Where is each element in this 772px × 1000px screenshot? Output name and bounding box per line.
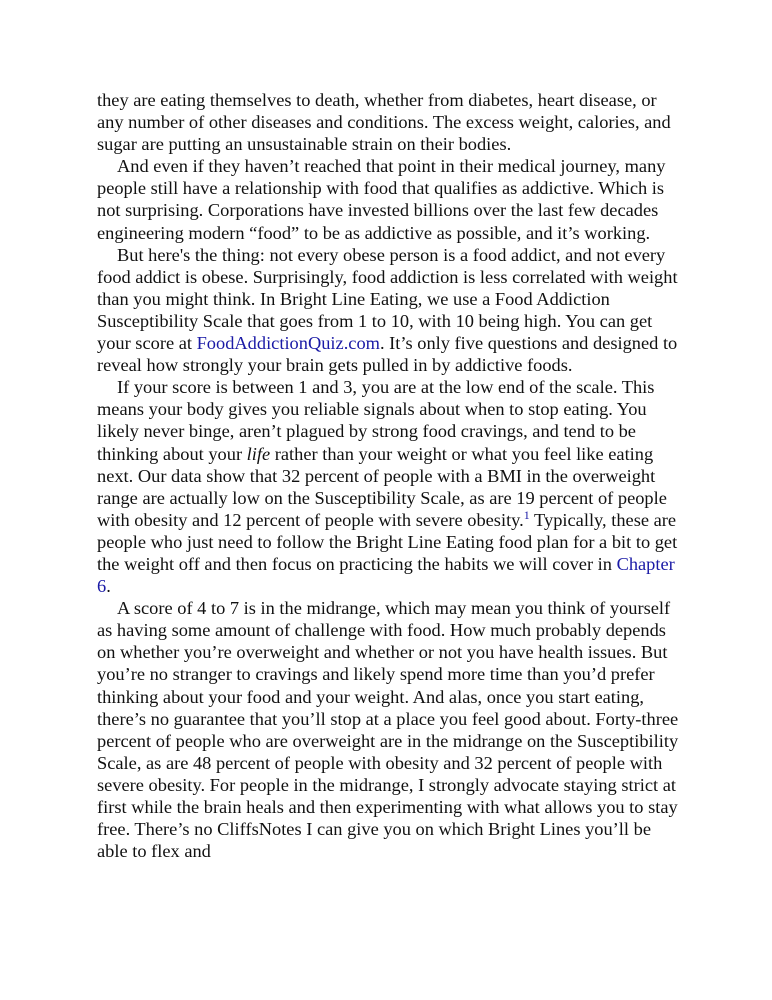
paragraph-5: A score of 4 to 7 is in the midrange, which may mean you think of yourself as having some amount of challenge with food. How much probably depends on whether you’re overweight and whether or not you have health issues. But you’re no stranger to cravings and likely spend more time than you’d prefer thinking about your food and your weight. And alas, once you start eating, there’s no guarantee that you’ll stop at a place you feel good about. Forty-three percent of people who are overweight are in the midrange on the Susceptibility Scale, as are 48 percent of people with obesity and 32 percent of people with severe obesity. For people in the midrange, I strongly advocate staying strict at first while the brain heals and then experimenting with what allows you to stay free. There’s no CliffsNotes I can give you on which Bright Lines you’ll be able to flex and (97, 598, 679, 862)
paragraph-4-text-a: If your score is between 1 and 3, you are at the low end of the scale. This means your body gives you reliable signals about when to stop eating. You likely never binge, aren’t plagued by strong food cravings, and tend to be thinking about your (97, 377, 655, 464)
paragraph-3-text-a: But here's the thing: not every obese person is a food addict, and not every food addict is obese. Surprisingly, food addiction is less correlated with weight than you might think. In Bright Line Eating, we use a Food Addiction Susceptibility Scale that goes from 1 to 10, with 10 being high. You can get your score at (97, 244, 678, 354)
paragraph-2: And even if they haven’t reached that point in their medical journey, many people still have a relationship with food that qualifies as addictive. Which is not surprising. Corporations have invested billions over the last few decades engineering modern “food” to be as addictive as possible, and it’s working. (97, 156, 666, 243)
paragraph-4 (97, 376, 681, 597)
paragraph-4-text-b: rather than your weight or what you feel like eating next. Our data show that 32 percent of people with a BMI in the overweight range are actually low on the Susceptibility Scale, as are 19 percent of people with obesity and 12 percent of people with severe obesity. (97, 443, 667, 530)
paragraph-4-emphasis: life (246, 443, 271, 464)
chapter-6-link[interactable]: Chapter 6 (97, 553, 675, 597)
food-addiction-quiz-link[interactable]: FoodAddictionQuiz.com (196, 333, 380, 354)
page-body (97, 89, 681, 862)
paragraph-4-text-d: . (106, 576, 111, 597)
paragraph-3-text-b: . It’s only five questions and designed to reveal how strongly your brain gets pulled in by addictive foods. (97, 333, 678, 376)
paragraph-1: they are eating themselves to death, whether from diabetes, heart disease, or any number of other diseases and conditions. The excess weight, calories, and sugar are putting an unsustainable strain on their bodies. (97, 90, 671, 155)
paragraph-3 (97, 244, 681, 377)
paragraph-4-text-c: Typically, these are people who just need to follow the Bright Line Eating food plan for a bit to get the weight off and then focus on practicing the habits we will cover in (97, 509, 678, 574)
footnote-ref[interactable]: 1 (523, 507, 530, 522)
